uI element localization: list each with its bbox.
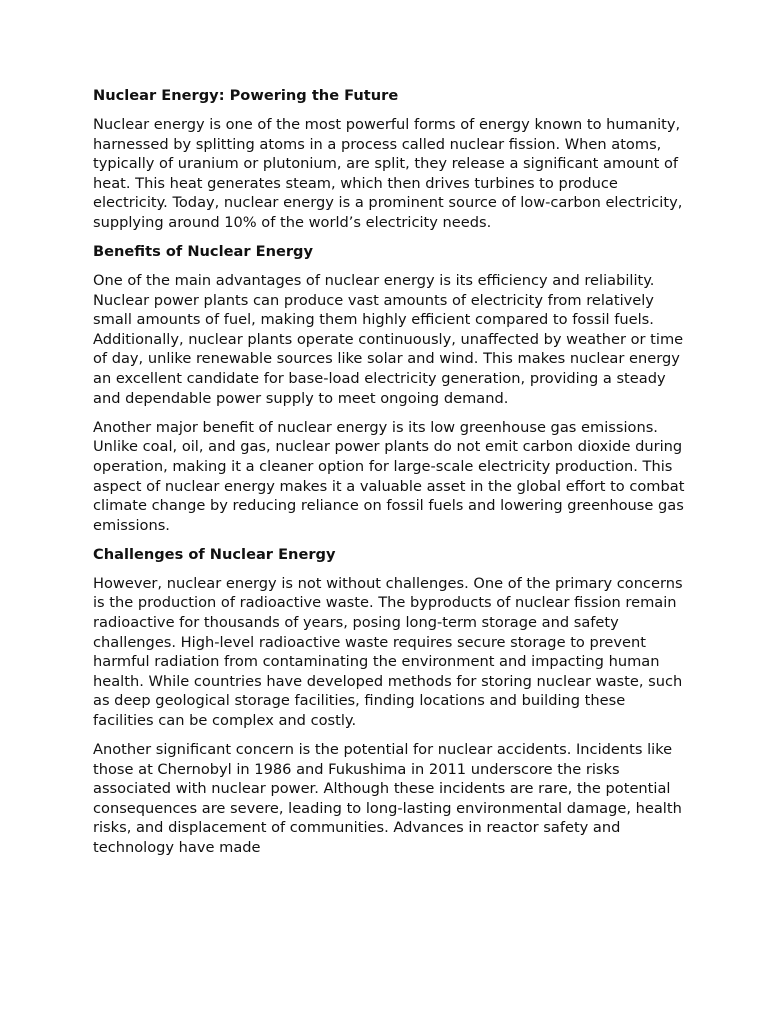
document-title: Nuclear Energy: Powering the Future <box>93 87 399 104</box>
benefits-paragraph-2: Another major benefit of nuclear energy is its low greenhouse gas emissions. Unlike coal, oil, and gas, nuclear power plants do not emit carbon dioxide during operation, making it a cleaner option for large-scale electricity production. This aspect of nuclear energy makes it a valuable asset in the global effort to combat climate change by reducing reliance on fossil fuels and lowering greenhouse gas emissions. <box>93 418 685 534</box>
benefits-paragraph-1: One of the main advantages of nuclear energy is its efficiency and reliability. Nuclear power plants can produce vast amounts of electricity from relatively small amounts of fuel, making them highly efficient compared to fossil fuels. Additionally, nuclear plants operate continuously, unaffected by weather or time of day, unlike renewable sources like solar and wind. This makes nuclear energy an excellent candidate for base-load electricity generation, providing a steady and dependable power supply to meet ongoing demand. <box>93 272 684 407</box>
section-heading-benefits: Benefits of Nuclear Energy <box>93 243 314 261</box>
section-heading-challenges: Challenges of Nuclear Energy <box>93 545 336 563</box>
challenges-paragraph-2: Another significant concern is the potential for nuclear accidents. Incidents like those at Chernobyl in 1986 and Fukushima in 2011 underscore the risks associated with nuclear power. Although these incidents are rare, the potential consequences are severe, leading to long-lasting environmental damage, health risks, and displacement of communities. Advances in reactor safety and technology have made <box>93 741 682 856</box>
challenges-paragraph-1: However, nuclear energy is not without challenges. One of the primary concerns is the production of radioactive waste. The byproducts of nuclear fission remain radioactive for thousands of years, posing long-term storage and safety challenges. High-level radioactive waste requires secure storage to prevent harmful radiation from contaminating the environment and impacting human health. While countries have developed methods for storing nuclear waste, such as deep geological storage facilities, finding locations and building these facilities can be complex and costly. <box>93 574 683 729</box>
intro-paragraph: Nuclear energy is one of the most powerful forms of energy known to humanity, harnessed by splitting atoms in a process called nuclear fission. When atoms, typically of uranium or plutonium, are split, they release a significant amount of heat. This heat generates steam, which then drives turbines to produce electricity. Today, nuclear energy is a prominent source of low-carbon electricity, supplying around 10% of the world’s electricity needs. <box>93 116 683 231</box>
